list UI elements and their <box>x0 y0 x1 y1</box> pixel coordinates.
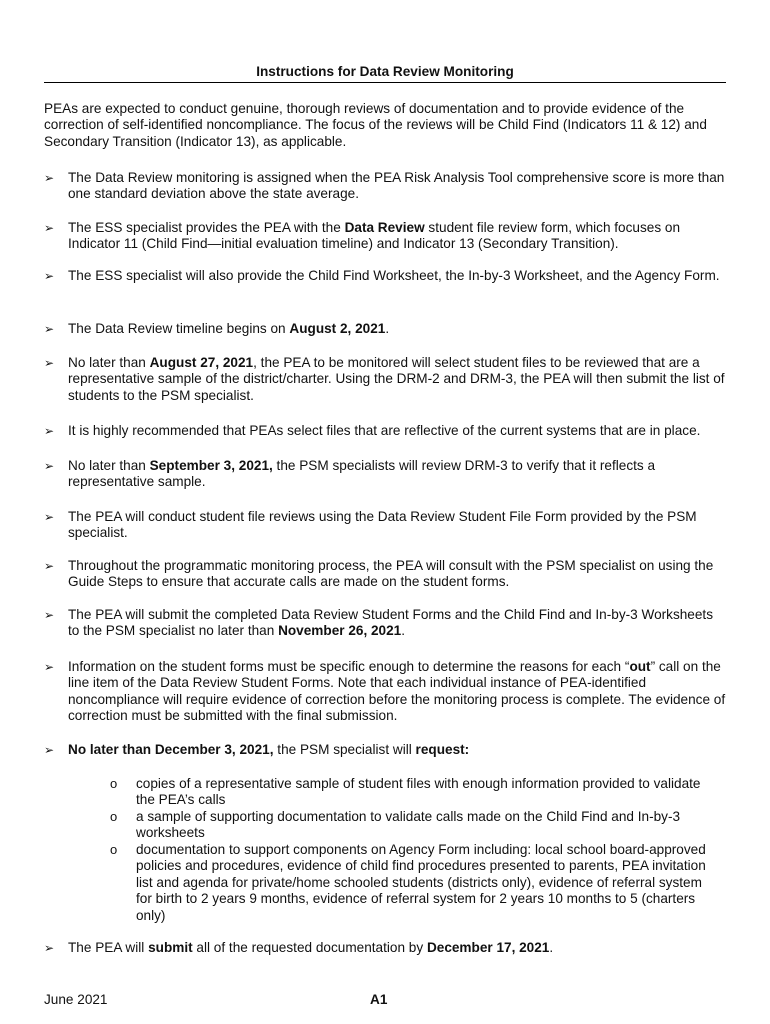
circle-bullet-icon: o <box>110 842 118 857</box>
list-item-text: Information on the student forms must be specific enough to determine the reasons for each “out” call on the line item of the Data Review Student Forms. Note that each individual instance of PEA-identified noncompliance will require evidence of correction before the monitoring process is complete. The evidence of correction must be submitted with the final submission. <box>68 659 726 724</box>
list-item-text: The Data Review monitoring is assigned when the PEA Risk Analysis Tool comprehensive score is more than one standard deviation above the state average. <box>68 170 725 202</box>
sub-list-item-text: copies of a representative sample of student files with enough information provided to validate the PEA’s calls <box>136 776 701 808</box>
arrow-bullet-icon: ➢ <box>44 269 55 283</box>
list-item-text: No later than December 3, 2021, the PSM specialist will request: <box>68 742 470 757</box>
list-item-text: The PEA will submit the completed Data Review Student Forms and the Child Find and In-by-3 Worksheets to the PSM specialist no later than November 26, 2021. <box>68 607 713 639</box>
arrow-bullet-icon: ➢ <box>44 424 55 438</box>
list-item-text: Throughout the programmatic monitoring process, the PEA will consult with the PSM specialist on using the Guide Steps to ensure that accurate calls are made on the student forms. <box>68 558 714 590</box>
sub-list-item-text: a sample of supporting documentation to validate calls made on the Child Find and In-by-3 worksheets <box>136 809 681 841</box>
arrow-bullet-icon: ➢ <box>44 510 55 524</box>
arrow-bullet-icon: ➢ <box>44 608 55 622</box>
intro-paragraph: PEAs are expected to conduct genuine, thorough reviews of documentation and to provide evidence of the correction of self-identified noncompliance. The focus of the reviews will be Child Find (Indicators 11 & 12) and Secondary Transition (Indicator 13), as applicable. <box>44 101 707 149</box>
circle-bullet-icon: o <box>110 776 118 791</box>
list-item-text: The PEA will conduct student file reviews using the Data Review Student File Form provided by the PSM specialist. <box>68 509 697 541</box>
arrow-bullet-icon: ➢ <box>44 941 55 955</box>
footer-date: June 2021 <box>44 992 108 1007</box>
arrow-bullet-icon: ➢ <box>44 356 55 370</box>
page-title: Instructions for Data Review Monitoring <box>44 64 726 83</box>
arrow-bullet-icon: ➢ <box>44 459 55 473</box>
arrow-bullet-icon: ➢ <box>44 171 55 185</box>
circle-bullet-icon: o <box>110 809 118 824</box>
arrow-bullet-icon: ➢ <box>44 559 55 573</box>
list-item-text: The Data Review timeline begins on August 2, 2021. <box>68 321 390 336</box>
list-item-text: It is highly recommended that PEAs select files that are reflective of the current systems that are in place. <box>68 423 701 438</box>
list-item-text: The ESS specialist provides the PEA with the Data Review student file review form, which focuses on Indicator 11 (Child Find—initial evaluation timeline) and Indicator 13 (Secondary Transition). <box>68 220 681 252</box>
arrow-bullet-icon: ➢ <box>44 660 55 674</box>
arrow-bullet-icon: ➢ <box>44 221 55 235</box>
list-item-text: No later than September 3, 2021, the PSM specialists will review DRM-3 to verify that it reflects a representative sample. <box>68 458 656 490</box>
list-item-text: The ESS specialist will also provide the Child Find Worksheet, the In-by-3 Worksheet, and the Agency Form. <box>68 268 720 283</box>
list-item-text: No later than August 27, 2021, the PEA to be monitored will select student files to be reviewed that are a representative sample of the district/charter. Using the DRM-2 and DRM-3, the PEA will then submit the list of students to the PSM specialist. <box>68 355 725 403</box>
page-number: A1 <box>370 992 388 1007</box>
list-item-text: The PEA will submit all of the requested documentation by December 17, 2021. <box>68 940 554 955</box>
arrow-bullet-icon: ➢ <box>44 743 55 757</box>
arrow-bullet-icon: ➢ <box>44 322 55 336</box>
sub-list-item-text: documentation to support components on Agency Form including: local school board-approved policies and procedures, evidence of child find procedures presented to parents, PEA invitation list and agenda for private/home schooled students (districts only), evidence of referral system for birth to 2 years 9 months, evidence of referral system for 2 years 10 months to 5 (charters only) <box>136 842 706 923</box>
